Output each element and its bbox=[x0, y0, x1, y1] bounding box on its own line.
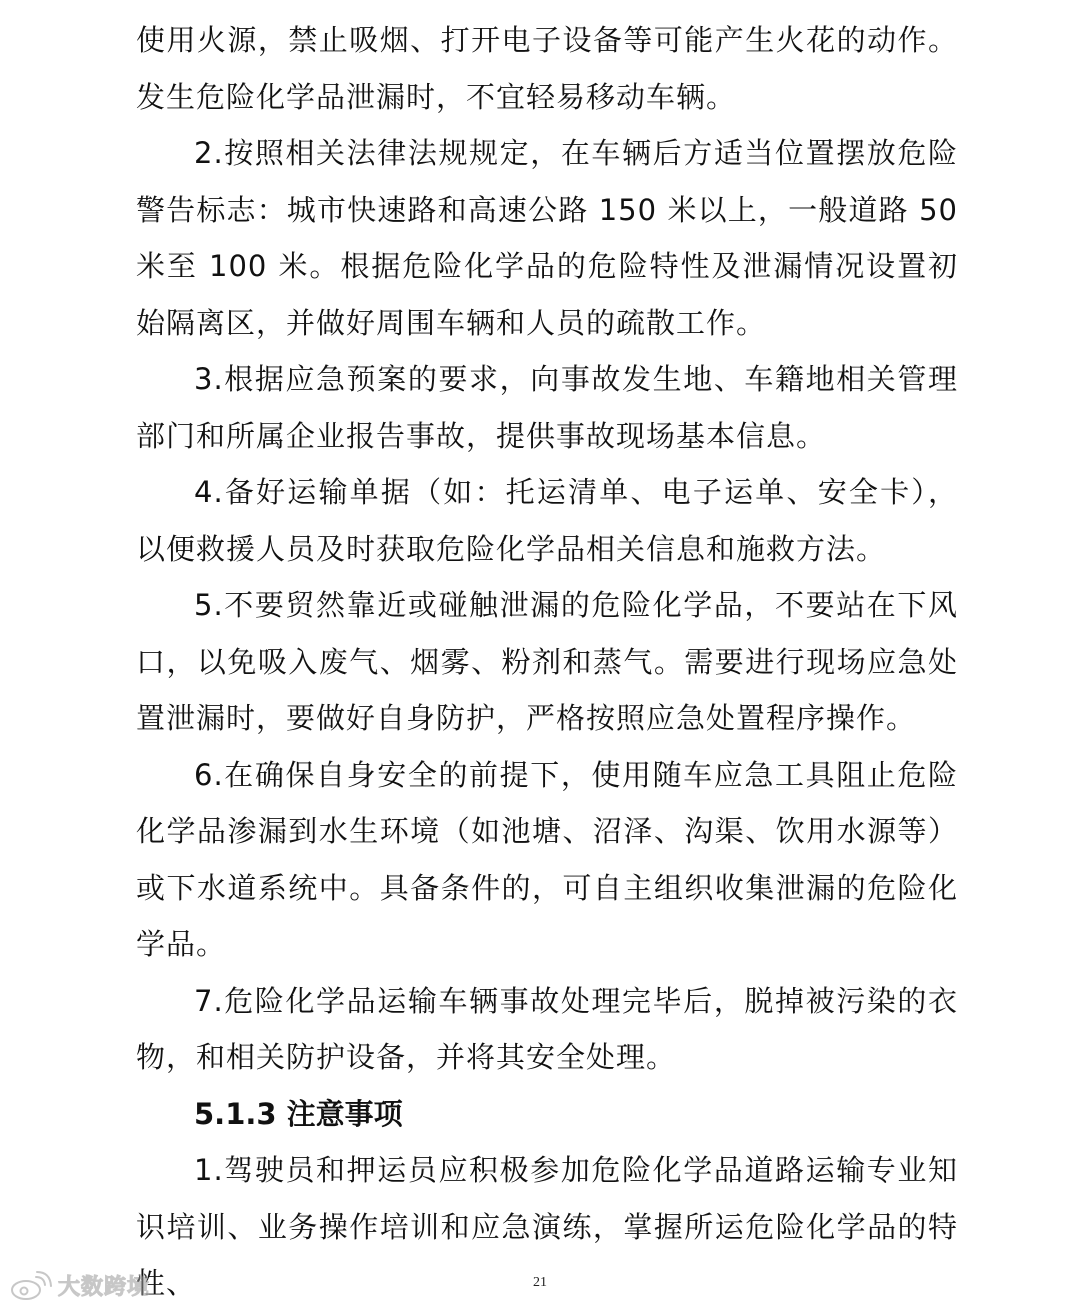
page-number: 21 bbox=[533, 1275, 547, 1290]
watermark bbox=[8, 1270, 150, 1301]
watermark-text: 大数跨境 bbox=[58, 1275, 151, 1300]
paragraph-item-5: 5.不要贸然靠近或碰触泄漏的危险化学品，不要站在下风口，以免吸入废气、烟雾、粉剂和蒸气。需要进行现场应急处置泄漏时，要做好自身防护，严格按照应急处置程序操作。 bbox=[136, 588, 958, 735]
paragraph-item-7: 7.危险化学品运输车辆事故处理完毕后，脱掉被污染的衣物，和相关防护设备，并将其安全处理。 bbox=[136, 983, 958, 1074]
paragraph-item-6: 6.在确保自身安全的前提下，使用随车应急工具阻止危险化学品渗漏到水生环境（如池塘、沼泽、沟渠、饮用水源等）或下水道系统中。具备条件的，可自主组织收集泄漏的危险化学品。 bbox=[136, 757, 958, 961]
document-body bbox=[136, 12, 958, 1312]
paragraph-item-3: 3.根据应急预案的要求，向事故发生地、车籍地相关管理部门和所属企业报告事故，提供事故现场基本信息。 bbox=[136, 362, 958, 453]
paragraph-notes-item-1: 1.驾驶员和押运员应积极参加危险化学品道路运输专业知识培训、业务操作培训和应急演练，掌握所运危险化学品的特性、 bbox=[136, 1153, 958, 1300]
paragraph-item-2: 2.按照相关法律法规规定，在车辆后方适当位置摆放危险警告标志：城市快速路和高速公路 150 米以上，一般道路 50 米至 100 米。根据危险化学品的危险特性及泄漏情况设置初始隔离区，并做好周围车辆和人员的疏散工作。 bbox=[136, 136, 958, 340]
section-heading: 5.1.3 注意事项 bbox=[194, 1096, 403, 1131]
weibo-logo-icon bbox=[8, 1271, 52, 1301]
paragraph-continuation: 使用火源，禁止吸烟、打开电子设备等可能产生火花的动作。发生危险化学品泄漏时，不宜轻易移动车辆。 bbox=[136, 23, 958, 114]
paragraph-item-4: 4.备好运输单据（如：托运清单、电子运单、安全卡），以便救援人员及时获取危险化学品相关信息和施救方法。 bbox=[136, 475, 958, 566]
